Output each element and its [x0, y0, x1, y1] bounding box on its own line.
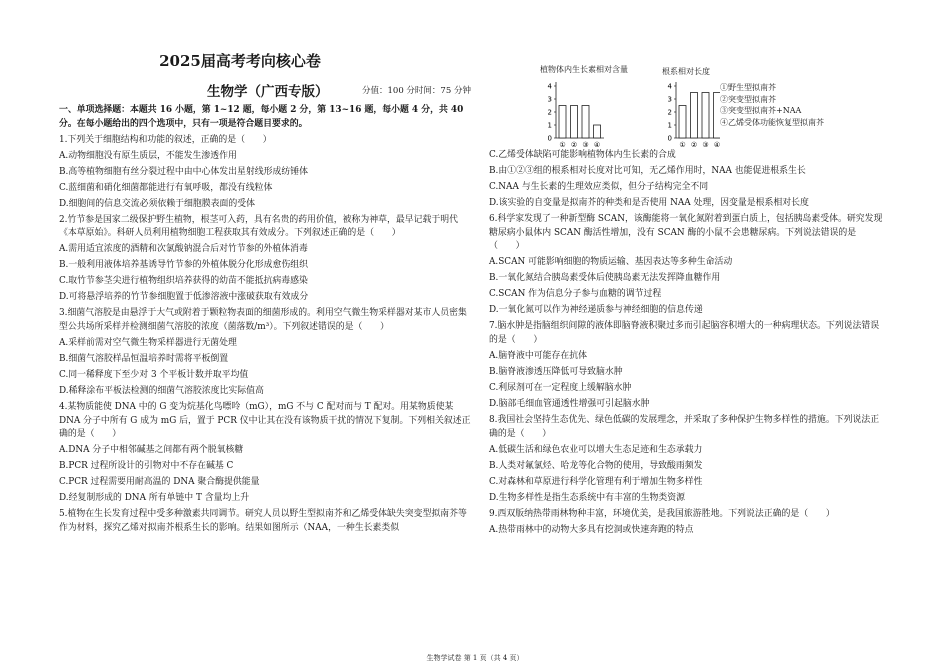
x-tick-label: ① [679, 141, 686, 149]
question-line: C.蓝细菌和硝化细菌都能进行有氧呼吸，都没有线粒体 [59, 182, 273, 193]
question-line: C.同一稀释度下至少对 3 个平板计数并取平均值 [59, 370, 249, 381]
bar [691, 93, 698, 139]
chart2-svg [660, 76, 720, 156]
x-tick-label: ② [570, 141, 578, 149]
question-line: D.一氧化氮可以作为神经递质参与神经细胞的信息传递 [489, 305, 703, 316]
question-line: D.稀释涂布平板法检测的细菌气溶胶浓度比实际值高 [59, 386, 264, 397]
question-line: 6.科学家发现了一种新型酶 SCAN，该酶能将一氧化氮附着到蛋白质上，包括胰岛素受体。研究发现糖尿病小鼠体内 SCAN 酶活性增加，没有 SCAN 酶的小鼠不会患糖尿病。下列说法错误的是（ ） [489, 214, 883, 252]
question-line: C.NAA 与生长素的生理效应类似，但分子结构完全不同 [489, 182, 709, 193]
question-line: D.该实验的自变量是拟南芥的种类和是否使用 NAA 处理，因变量是根系相对长度 [489, 198, 809, 209]
question-line: B.高等植物细胞有丝分裂过程中由中心体发出星射线形成纺锤体 [59, 166, 308, 177]
question-line: B.脑脊液渗透压降低可导致脑水肿 [489, 366, 623, 377]
left-column [59, 104, 471, 538]
question-line: D.脑部毛细血管通透性增强可引起脑水肿 [489, 399, 650, 409]
question-line: 2.竹节参是国家二级保护野生植物，根茎可入药，具有名贵的药用价值，被称为神草，最早记载于明代《本草原始》。科研人员利用植物细胞工程获取其有效成分。下列叙述正确的是（ ） [59, 214, 458, 239]
y-tick-label: 2 [667, 108, 672, 117]
y-tick-label: 0 [547, 134, 552, 143]
y-tick-label: 1 [667, 121, 672, 130]
question-line: A.脑脊液中可能存在抗体 [489, 350, 587, 361]
question-line: C.乙烯受体缺陷可能影响植物体内生长素的合成 [489, 150, 676, 160]
question-line: D.经复制形成的 DNA 所有单链中 T 含量均上升 [59, 493, 250, 504]
x-tick-label: ② [690, 141, 698, 149]
bar [582, 106, 589, 139]
bar [594, 125, 601, 138]
question-line: A.SCAN 可能影响细胞的物质运输、基因表达等多种生命活动 [489, 257, 733, 268]
figure-root-length [660, 62, 890, 147]
question-line: 9.西双版纳热带雨林物种丰富，环境优美，是我国旅游胜地。下列说法正确的是（ ） [489, 508, 835, 519]
question-line: D.生物多样性是指生态系统中有丰富的生物类资源 [489, 492, 685, 503]
chart1-title: 植物体内生长素相对含量 [540, 65, 628, 74]
question-line: C.PCR 过程需要用耐高温的 DNA 聚合酶提供能量 [59, 477, 260, 488]
x-tick-label: ④ [713, 141, 720, 149]
exam-title: 2025届高考考向核心卷 [159, 52, 321, 70]
question-line: D.可将悬浮培养的竹节参细胞置于低渗溶液中涨破获取有效成分 [59, 292, 309, 303]
right-question-list [489, 149, 886, 537]
chart2-title: 根系相对长度 [662, 67, 710, 76]
x-tick-label: ③ [582, 141, 589, 149]
question-line: C.SCAN 作为信息分子参与血糖的调节过程 [489, 289, 662, 300]
left-question-list [59, 134, 471, 536]
bar [702, 93, 709, 139]
page-footer: 生物学试卷 第 1 页（共 4 页） [426, 654, 524, 662]
section-heading: 一、单项选择题：本题共 16 小题，第 1~12 题，每小题 2 分，第 13~16 题，每小题 4 分，共 40 分。在每小题给出的四个选项中，只有一项是符合题目要求的。 [59, 105, 464, 129]
y-tick-label: 4 [667, 82, 672, 91]
question-line: A.动物细胞没有原生质层，不能发生渗透作用 [59, 150, 237, 161]
question-line: C.对森林和草原进行科学化管理有利于增加生物多样性 [489, 476, 703, 487]
question-line: 1.下列关于细胞结构和功能的叙述，正确的是（ ） [59, 134, 272, 145]
figure-auxin-content [540, 62, 660, 147]
y-tick-label: 3 [547, 95, 552, 104]
x-tick-label: ① [559, 141, 566, 149]
x-tick-label: ④ [593, 141, 601, 149]
bar [571, 106, 578, 139]
question-line: B.细菌气溶胶样品恒温培养时需将平板倒置 [59, 354, 229, 364]
legend-item: ②突变型拟南芥 [720, 94, 776, 104]
question-line: B.人类对氟氯烃、哈龙等化合物的使用，导致酸雨频发 [489, 460, 703, 471]
question-line: A.采样前需对空气微生物采样器进行无菌处理 [59, 337, 237, 348]
question-line: 4.某物质能使 DNA 中的 G 变为烷基化鸟嘌呤（mG），mG 不与 C 配对而与 T 配对。用某物质使某 DNA 分子中所有 G 成为 mG 后，置于 PCR 仪中让其在没有该物质干扰的情况下复制。下列相关叙述正确的是（ ） [59, 402, 471, 440]
y-tick-label: 3 [667, 95, 672, 104]
question-line: B.PCR 过程所设计的引物对中不存在碱基 C [59, 461, 234, 472]
question-line: B.由①②③组的根系相对长度对比可知，无乙烯作用时，NAA 也能促进根系生长 [489, 166, 806, 177]
y-tick-label: 0 [667, 134, 672, 143]
question-line: B.一氧化氮结合胰岛素受体后使胰岛素无法发挥降血糖作用 [489, 273, 721, 284]
y-tick-label: 4 [547, 82, 552, 91]
y-tick-label: 1 [547, 121, 552, 130]
question-line: A.低碳生活和绿色农业可以增大生态足迹和生态承载力 [489, 444, 703, 455]
x-tick-label: ③ [702, 141, 709, 149]
legend-item: ④乙烯受体功能恢复型拟南芥 [720, 117, 824, 127]
legend-item: ①野生型拟南芥 [720, 83, 776, 92]
legend-item: ③突变型拟南芥+NAA [720, 106, 802, 116]
question-line: A.需用适宜浓度的酒精和次氯酸钠混合后对竹节参的外植体消毒 [59, 244, 308, 255]
question-line: 7.脑水肿是指脑组织间隙的液体即脑脊液积聚过多而引起脑容积增大的一种病理状态。下列说法错误的是（ ） [489, 321, 880, 345]
exam-subtitle: 生物学（广西专版） [207, 84, 329, 100]
bar [679, 106, 686, 139]
right-column [489, 149, 886, 540]
question-line: C.利尿剂可在一定程度上缓解脑水肿 [489, 382, 632, 393]
question-line: B.一般利用液体培养基诱导竹节参的外植体脱分化形成愈伤组织 [59, 260, 308, 271]
question-line: 5.植物在生长发育过程中受多种激素共同调节。研究人员以野生型拟南芥和乙烯受体缺失突变型拟南芥等作为材料，探究乙烯对拟南芥根系生长的影响。结果如图所示（NAA，一种生长素类似 [59, 509, 467, 533]
question-line: D.细胞间的信息交流必须依赖于细胞膜表面的受体 [59, 198, 255, 209]
chart1-svg [540, 76, 660, 156]
exam-meta: 分值：100 分时间：75 分钟 [362, 86, 471, 96]
question-line: 3.细菌气溶胶是由悬浮于大气或附着于颗粒物表面的细菌形成的。利用空气微生物采样器对某市人员密集型公共场所采样并检测细菌气溶胶的浓度（菌落数/m³）。下列叙述错误的是（ ） [59, 308, 467, 332]
bar [559, 106, 566, 139]
y-tick-label: 2 [547, 108, 552, 117]
question-line: A.热带雨林中的动物大多具有挖洞或快速奔跑的特点 [489, 524, 694, 535]
chart2-legend [720, 82, 824, 128]
question-line: 8.我国社会坚持生态优先、绿色低碳的发展理念，并采取了多种保护生物多样性的措施。下列说法正确的是（ ） [489, 415, 880, 439]
question-line: C.取竹节参茎尖进行植物组织培养获得的幼苗不能抵抗病毒感染 [59, 276, 308, 287]
question-line: A.DNA 分子中相邻碱基之间都有两个脱氧核糖 [59, 445, 244, 456]
